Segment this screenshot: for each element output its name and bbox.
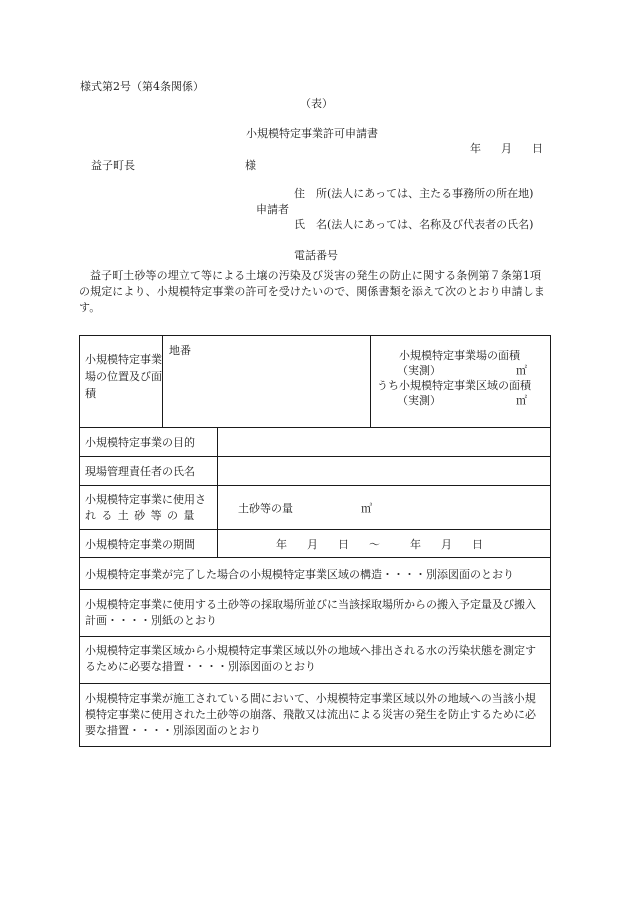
- purpose-field[interactable]: [217, 428, 550, 456]
- application-form-table: [79, 335, 551, 747]
- table-row-source: 小規模特定事業に使用する土砂等の採取場所並びに当該採取場所からの搬入予定量及び搬入計画・・・・別紙のとおり: [80, 589, 550, 636]
- soil-label: [80, 486, 217, 529]
- manager-label: 現場管理責任者の氏名: [85, 465, 195, 478]
- period-start-year: 年: [276, 537, 287, 551]
- table-row-soil: [80, 485, 550, 529]
- addressee: [91, 157, 256, 173]
- period-label: 小規模特定事業の期間: [85, 537, 195, 551]
- date-year: 年: [470, 142, 481, 155]
- date-day: 日: [532, 142, 543, 155]
- period-end-month: 月: [441, 537, 452, 551]
- soil-unit: ㎥: [361, 501, 372, 515]
- zone-area-label: うち小規模特定事業区域の面積: [377, 379, 531, 392]
- location-label: 小規模特定事業場の位置及び面積: [85, 353, 162, 400]
- manager-field[interactable]: [217, 457, 550, 485]
- soil-label-line-2: れる土砂等の量: [85, 508, 200, 522]
- applicant-name-label: 氏 名(法人にあっては、名称及び代表者の氏名): [294, 218, 534, 231]
- lot-number-field[interactable]: [162, 336, 370, 427]
- table-row-water: 小規模特定事業区域から小規模特定事業区域以外の地域へ排出される水の汚染状態を測定するために必要な措置・・・・別添図面のとおり: [80, 636, 550, 683]
- table-row-period: [80, 529, 550, 557]
- applicant-phone-label: 電話番号: [294, 249, 338, 262]
- period-field[interactable]: [217, 530, 550, 557]
- table-row-manager: [80, 456, 550, 485]
- application-statement: 益子町土砂等の埋立て等による土壌の汚染及び災害の発生の防止に関する条例第７条第1項の規定により、小規模特定事業の許可を受けたいので、関係書類を添えて次のとおり申請します。: [79, 269, 545, 314]
- applicant-role-label: 申請者: [256, 203, 289, 216]
- purpose-label: 小規模特定事業の目的: [85, 436, 195, 449]
- period-end-year: 年: [410, 537, 421, 551]
- soil-amount-field[interactable]: [217, 486, 550, 529]
- soil-amount-label: 土砂等の量: [238, 501, 293, 515]
- period-end-day: 日: [472, 537, 483, 551]
- area-field[interactable]: [370, 336, 550, 427]
- table-row-structure: 小規模特定事業が完了した場合の小規模特定事業区域の構造・・・・別添図面のとおり: [80, 557, 550, 589]
- soil-label-line-1: 小規模特定事業に使用さ: [85, 492, 206, 506]
- applicant-address-label: 住 所(法人にあっては、主たる事務所の所在地): [294, 187, 534, 200]
- measured-label-2: （実測）: [397, 394, 441, 407]
- addressee-honorific: 様: [245, 159, 256, 172]
- table-row-disaster: 小規模特定事業が施工されている間において、小規模特定事業区域以外の地域への当該小規模特定事業に使用された土砂等の崩落、飛散又は流出による災害の発生を防止するために必要な措置・・・・別添図面のとおり: [80, 683, 550, 746]
- area-unit-2: ㎡: [516, 394, 527, 407]
- side-label: （表）: [300, 97, 333, 110]
- addressee-name: 益子町長: [91, 159, 135, 172]
- measured-label-1: （実測）: [397, 364, 441, 377]
- date-month: 月: [501, 142, 512, 155]
- period-start-day: 日: [338, 537, 349, 551]
- period-tilde: ～: [369, 537, 380, 551]
- document-title: 小規模特定事業許可申請書: [246, 127, 378, 140]
- lot-label: 地番: [169, 344, 191, 357]
- site-area-label: 小規模特定事業場の面積: [399, 349, 520, 362]
- date-line: [470, 140, 543, 156]
- area-unit-1: ㎡: [516, 364, 527, 377]
- table-row-purpose: [80, 427, 550, 456]
- form-number: 様式第2号（第4条関係）: [80, 80, 204, 93]
- period-start-month: 月: [307, 537, 318, 551]
- table-row-location: [80, 336, 550, 427]
